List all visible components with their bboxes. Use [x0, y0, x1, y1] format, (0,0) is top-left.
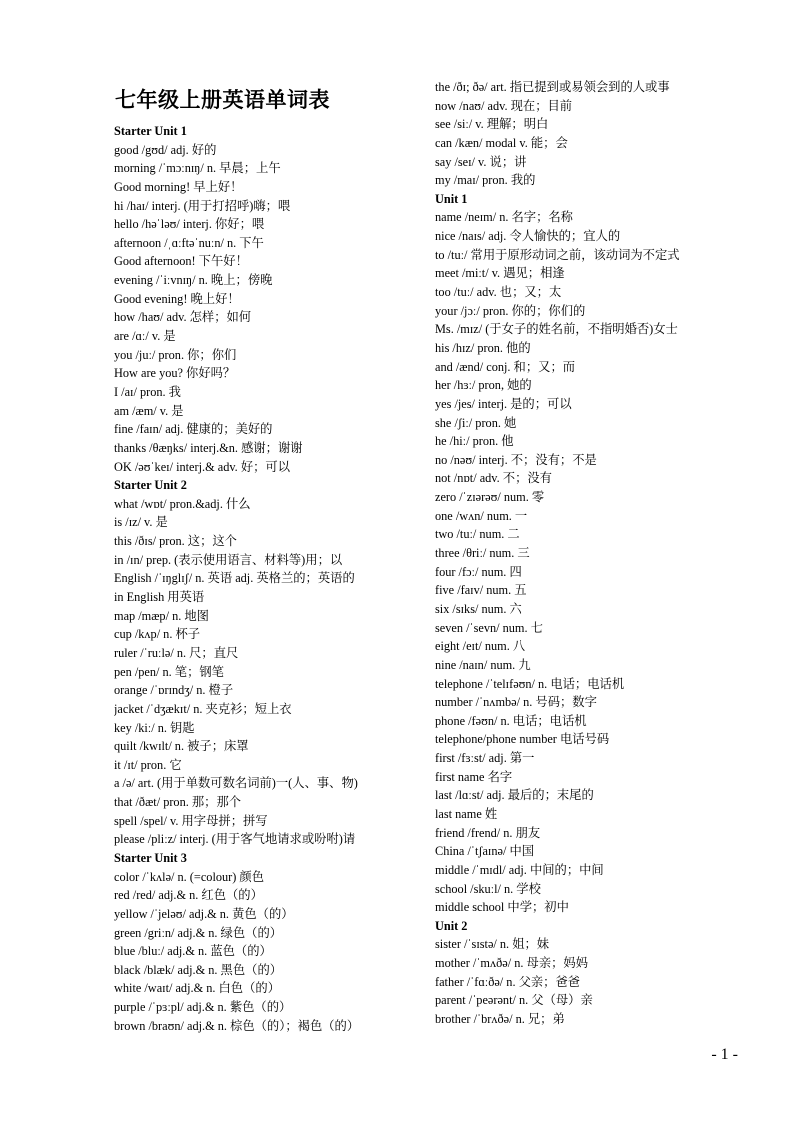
- vocab-entry: zero /ˈzɪərəʊ/ num. 零: [435, 490, 545, 505]
- vocab-entry: father /ˈfɑːðə/ n. 父亲；爸爸: [435, 974, 581, 989]
- vocab-entry: it /ɪt/ pron. 它: [114, 757, 182, 772]
- vocab-entry: Good afternoon! 下午好！: [114, 254, 248, 269]
- vocab-entry: a /ə/ art. (用于单数可数名词前)一(人、事、物): [114, 776, 358, 791]
- vocab-entry: say /seɪ/ v. 说；讲: [435, 154, 527, 169]
- vocab-entry: can /kæn/ modal v. 能；会: [435, 135, 568, 150]
- vocab-entry: first name 名字: [435, 769, 513, 784]
- section-heading: Unit 2: [435, 918, 468, 933]
- vocab-entry: to /tuː/ 常用于原形动词之前，该动词为不定式: [435, 247, 680, 262]
- page-number: - 1 -: [711, 1046, 738, 1063]
- vocab-entry: school /skuːl/ n. 学校: [435, 881, 541, 896]
- vocab-entry: no /nəʊ/ interj. 不；没有；不是: [435, 452, 597, 467]
- vocab-entry: meet /miːt/ v. 遇见；相逢: [435, 266, 565, 281]
- vocab-entry: that /ðæt/ pron. 那；那个: [114, 795, 242, 810]
- vocab-entry: one /wʌn/ num. 一: [435, 508, 528, 523]
- vocab-entry: brother /ˈbrʌðə/ n. 兄；弟: [435, 1012, 565, 1027]
- vocab-entry: pen /pen/ n. 笔；钢笔: [114, 664, 224, 679]
- vocab-entry: I /aɪ/ pron. 我: [114, 384, 181, 399]
- vocab-entry: How are you? 你好吗？: [114, 366, 236, 381]
- vocab-entry: afternoon /ˌɑːftəˈnuːn/ n. 下午: [114, 235, 264, 250]
- vocab-entry: morning /ˈmɔːnɪŋ/ n. 早晨；上午: [114, 161, 281, 176]
- vocab-entry: phone /fəʊn/ n. 电话；电话机: [435, 713, 587, 728]
- vocab-entry: quilt /kwɪlt/ n. 被子；床罩: [114, 739, 249, 754]
- vocab-entry: yellow /ˈjeləʊ/ adj.& n. 黄色（的）: [114, 906, 294, 921]
- vocab-entry: black /blæk/ adj.& n. 黑色（的）: [114, 962, 283, 977]
- vocab-entry: blue /bluː/ adj.& n. 蓝色（的）: [114, 944, 272, 959]
- vocab-entry: English /ˈɪŋglɪʃ/ n. 英语 adj. 英格兰的；英语的: [114, 571, 355, 586]
- vocab-entry: evening /ˈiːvnɪŋ/ n. 晚上；傍晚: [114, 273, 273, 288]
- vocab-entry: number /ˈnʌmbə/ n. 号码；数字: [435, 695, 597, 710]
- vocab-entry: middle /ˈmɪdl/ adj. 中间的；中间: [435, 862, 604, 877]
- vocab-entry: he /hiː/ pron. 他: [435, 434, 514, 449]
- vocab-entry: please /pliːz/ interj. (用于客气地请求或吩咐)请: [114, 832, 356, 847]
- vocab-entry: spell /spel/ v. 用字母拼；拼写: [114, 813, 268, 828]
- vocab-entry: name /neɪm/ n. 名字；名称: [435, 210, 573, 225]
- vocab-entry: purple /ˈpɜːpl/ adj.& n. 紫色（的）: [114, 1000, 292, 1015]
- vocab-entry: China /ˈtʃaɪnə/ 中国: [435, 844, 535, 859]
- vocab-entry: sister /ˈsɪstə/ n. 姐；妹: [435, 937, 550, 952]
- vocab-entry: fine /faɪn/ adj. 健康的；美好的: [114, 422, 273, 437]
- vocab-entry: seven /ˈsevn/ num. 七: [435, 620, 543, 635]
- vocab-entry: you /juː/ pron. 你；你们: [114, 347, 237, 362]
- vocab-entry: two /tuː/ num. 二: [435, 527, 520, 542]
- vocab-entry: nice /naɪs/ adj. 令人愉快的；宜人的: [435, 229, 621, 244]
- vocab-entry: she /ʃiː/ pron. 她: [435, 415, 517, 430]
- vocab-entry: ruler /ˈruːlə/ n. 尺；直尺: [114, 645, 239, 660]
- vocab-entry: last name 姓: [435, 806, 498, 821]
- vocab-entry: five /faɪv/ num. 五: [435, 583, 527, 598]
- vocab-entry: middle school 中学；初中: [435, 900, 569, 915]
- vocab-entry: this /ðɪs/ pron. 这；这个: [114, 534, 237, 549]
- vocab-entry: Good evening! 晚上好！: [114, 291, 240, 306]
- section-heading: Starter Unit 3: [114, 850, 187, 865]
- vocab-entry: OK /əʊˈkeɪ/ interj.& adv. 好；可以: [114, 459, 291, 474]
- right-column: [435, 78, 755, 1029]
- vocab-entry: am /æm/ v. 是: [114, 403, 184, 418]
- section-heading: Unit 1: [435, 191, 468, 206]
- vocab-entry: your /jɔː/ pron. 你的；你们的: [435, 303, 586, 318]
- vocab-entry: is /ɪz/ v. 是: [114, 515, 168, 530]
- vocab-entry: first /fɜːst/ adj. 第一: [435, 751, 535, 766]
- vocab-entry: four /fɔː/ num. 四: [435, 564, 522, 579]
- vocab-entry: telephone/phone number 电话号码: [435, 732, 610, 747]
- vocab-entry: are /ɑː/ v. 是: [114, 329, 176, 344]
- vocab-entry: friend /frend/ n. 朋友: [435, 825, 541, 840]
- vocab-entry: my /maɪ/ pron. 我的: [435, 173, 536, 188]
- vocab-entry: too /tuː/ adv. 也；又；太: [435, 285, 562, 300]
- vocab-entry: white /waɪt/ adj.& n. 白色（的）: [114, 981, 280, 996]
- vocab-entry: mother /ˈmʌðə/ n. 母亲；妈妈: [435, 956, 589, 971]
- vocab-entry: Ms. /mɪz/ (于女子的姓名前，不指明婚否)女士: [435, 322, 678, 337]
- vocab-entry: and /ænd/ conj. 和；又；而: [435, 359, 576, 374]
- vocab-entry: nine /naɪn/ num. 九: [435, 657, 531, 672]
- vocab-entry: key /kiː/ n. 钥匙: [114, 720, 195, 735]
- vocab-entry: last /lɑːst/ adj. 最后的；末尾的: [435, 788, 594, 803]
- vocab-entry: green /griːn/ adj.& n. 绿色（的）: [114, 925, 283, 940]
- vocab-entry: cup /kʌp/ n. 杯子: [114, 627, 201, 642]
- vocab-entry: telephone /ˈtelɪfəʊn/ n. 电话；电话机: [435, 676, 625, 691]
- vocab-entry: jacket /ˈdʒækɪt/ n. 夹克衫；短上衣: [114, 701, 292, 716]
- vocab-entry: in /ɪn/ prep. (表示使用语言、材料等)用；以: [114, 552, 343, 567]
- section-heading: Starter Unit 1: [114, 124, 187, 138]
- vocab-entry: how /haʊ/ adv. 怎样；如何: [114, 310, 252, 325]
- vocab-entry: red /red/ adj.& n. 红色（的）: [114, 888, 263, 903]
- left-column: [114, 122, 424, 1035]
- vocab-entry: hello /həˈləʊ/ interj. 你好；喂: [114, 217, 265, 232]
- vocab-entry: map /mæp/ n. 地图: [114, 608, 209, 623]
- vocab-entry: in English 用英语: [114, 590, 205, 605]
- vocab-entry: eight /eɪt/ num. 八: [435, 639, 526, 654]
- vocab-entry: her /hɜː/ pron, 她的: [435, 378, 532, 393]
- vocab-entry: not /nɒt/ adv. 不；没有: [435, 471, 552, 486]
- vocab-entry: good /gʊd/ adj. 好的: [114, 142, 217, 157]
- page-title: 七年级上册英语单词表: [115, 88, 330, 112]
- vocab-entry: orange /ˈɒrɪndʒ/ n. 橙子: [114, 683, 234, 698]
- vocab-entry: brown /braʊn/ adj.& n. 棕色（的）；褐色（的）: [114, 1018, 360, 1033]
- vocab-entry: the /ðɪ; ðə/ art. 指已提到或易领会到的人或事: [435, 80, 670, 94]
- vocab-entry: Good morning! 早上好！: [114, 179, 243, 194]
- vocab-entry: color /ˈkʌlə/ n. (=colour) 颜色: [114, 869, 265, 884]
- vocab-entry: three /θriː/ num. 三: [435, 546, 530, 561]
- section-heading: Starter Unit 2: [114, 478, 187, 493]
- vocab-entry: six /sɪks/ num. 六: [435, 601, 522, 616]
- vocab-entry: see /siː/ v. 理解；明白: [435, 117, 549, 132]
- vocab-entry: yes /jes/ interj. 是的；可以: [435, 396, 572, 411]
- vocab-entry: hi /haɪ/ interj. (用于打招呼)嗨；喂: [114, 198, 291, 213]
- vocab-entry: what /wɒt/ pron.&adj. 什么: [114, 496, 251, 511]
- vocab-entry: thanks /θæŋks/ interj.&n. 感谢；谢谢: [114, 440, 303, 455]
- vocab-entry: parent /ˈpeərənt/ n. 父（母）亲: [435, 993, 593, 1008]
- vocab-entry: his /hɪz/ pron. 他的: [435, 340, 531, 355]
- vocab-entry: now /naʊ/ adv. 现在；目前: [435, 98, 573, 113]
